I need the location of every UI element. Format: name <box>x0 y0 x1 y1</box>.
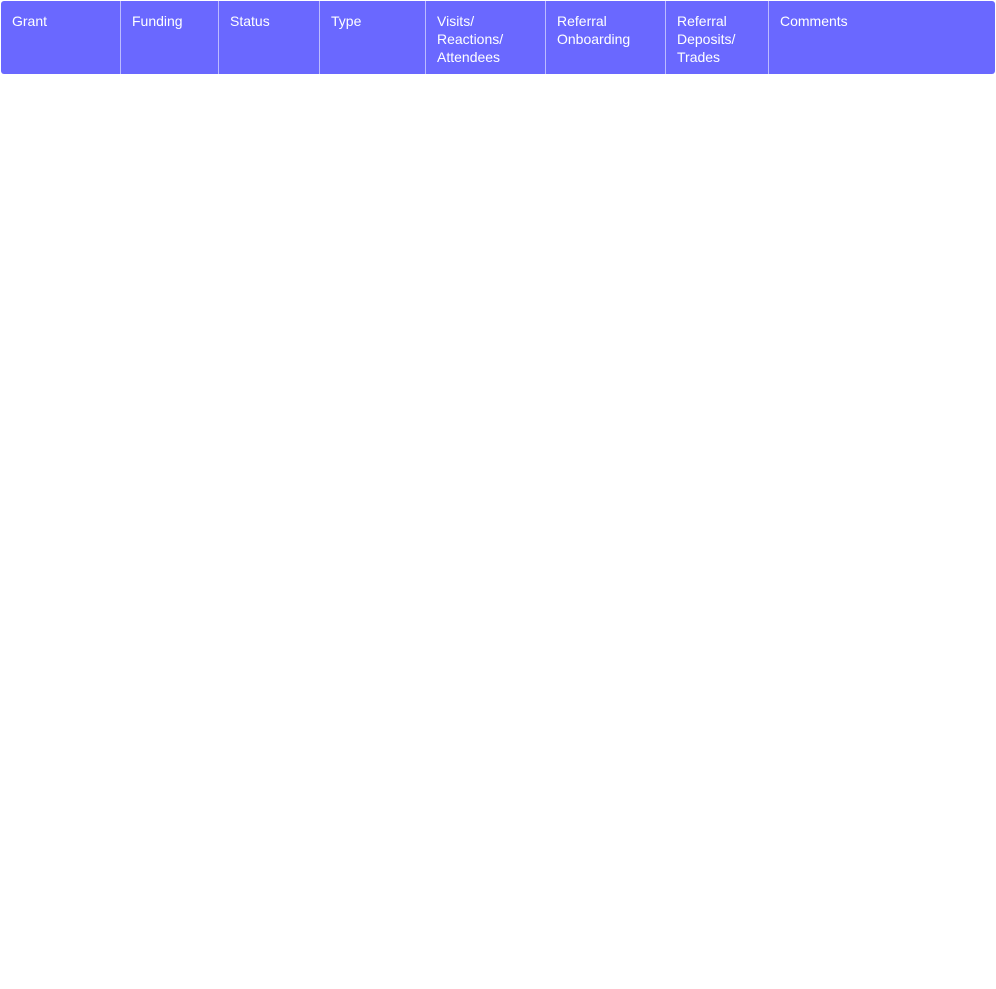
column-header-comments[interactable]: Comments <box>769 1 995 74</box>
column-header-referral-deposits-trades[interactable]: Referral Deposits/ Trades <box>666 1 769 74</box>
column-header-funding[interactable]: Funding <box>121 1 219 74</box>
table-body-empty <box>1 74 995 988</box>
column-header-visits-reactions-attendees[interactable]: Visits/ Reactions/ Attendees <box>426 1 546 74</box>
column-header-type[interactable]: Type <box>320 1 426 74</box>
column-header-grant[interactable]: Grant <box>1 1 121 74</box>
grants-table-header <box>1 1 995 74</box>
column-header-status[interactable]: Status <box>219 1 320 74</box>
column-header-referral-onboarding[interactable]: Referral Onboarding <box>546 1 666 74</box>
